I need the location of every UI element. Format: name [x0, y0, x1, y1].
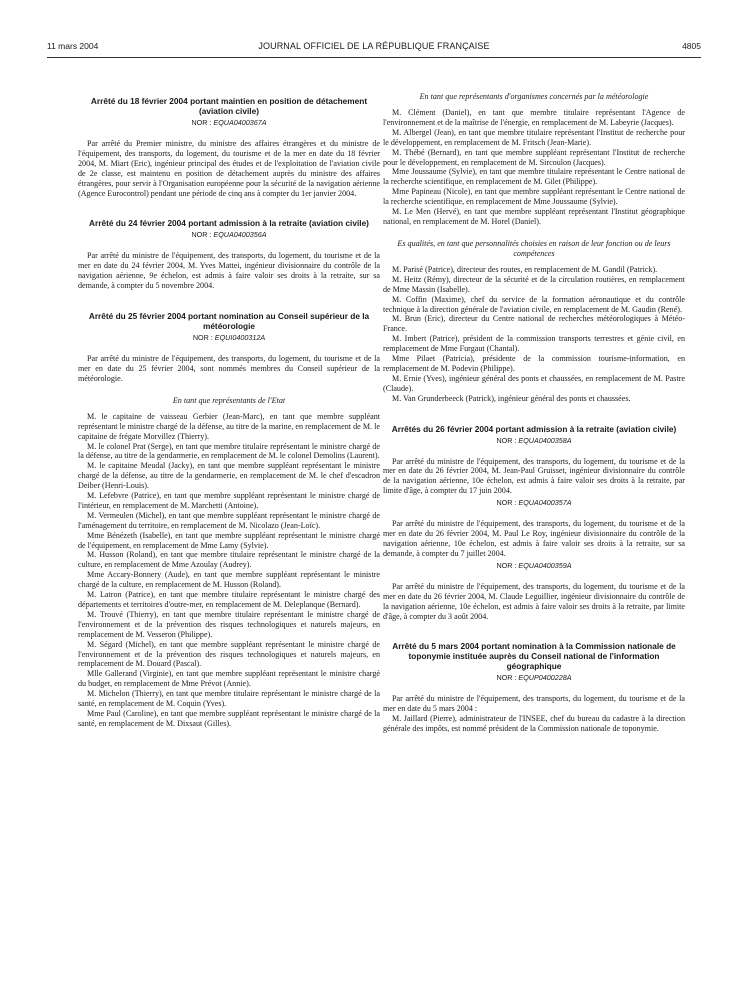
paragraph: Par arrêté du ministre de l'équipement, des transports, du logement, du tourisme et de la mer en date du 24 février 2004, M. Yves Mattei, ingénieur divisionnaire du contrôle de la navigation aérienne, 9e échelon, est admis à faire valoir ses droits à la retraite, sur sa demande, à compter du 5 novembre 2004. — [78, 251, 380, 291]
section-subheading: Es qualités, en tant que personnalités choisies en raison de leur fonction ou de leurs compétences — [397, 238, 671, 258]
page-header — [47, 41, 701, 57]
paragraph: M. Imbert (Patrice), président de la commission transports terrestres et génie civil, en remplacement de Mme Furgaut (Chantal). — [383, 334, 685, 354]
paragraph: M. Albergel (Jean), en tant que membre titulaire représentant l'Institut de recherche pour le développement, en remplacement de M. Fritsch (Jean-Marie). — [383, 127, 685, 147]
paragraph: M. le colonel Prat (Serge), en tant que membre titulaire représentant le ministre chargé de la défense, au titre de la gendarmerie, en remplacement de M. le colonel Demolins (Laurent). — [78, 441, 380, 461]
section-subheading: En tant que représentants d'organismes concernés par la météorologie — [419, 92, 649, 101]
nor-code: EQUI0400312A — [214, 333, 266, 343]
nor-label: NOR : — [496, 560, 519, 570]
paragraph: Par arrêté du Premier ministre, du ministre des affaires étrangères et du ministre de l'équipement, des transports, du logement, du tourisme et de la mer en date du 18 février 2004, M. Miart (Eric), ingénieur principal des études et de l'exploitation de l'aviation civile de 2e classe, est maintenu en position de détachement auprès du ministre des affaires étrangères, pour servir à l'Organisation européenne pour la sécurité de la navigation aérienne (Agence Eurocontrol) pendant une période de cinq ans à compter du 1er janvier 2004. — [78, 139, 380, 198]
paragraph: Mme Accary-Bonnery (Aude), en tant que membre suppléant représentant le ministre chargé de la culture, en remplacement de M. Husson (Roland). — [78, 570, 380, 590]
paragraph: Par arrêté du ministre de l'équipement, des transports, du logement, du tourisme et de la mer en date du 5 mars 2004 : — [383, 694, 685, 714]
nor-code: EQUP0400228A — [518, 673, 572, 683]
paragraph: Mme Joussaume (Sylvie), en tant que membre titulaire représentant le Centre national de la recherche scientifique, en remplacement de M. Gilet (Philippe). — [383, 167, 685, 187]
article-title: Arrêté du 18 février 2004 portant maintien en position de détachement (aviation civile) — [90, 96, 368, 116]
paragraph: Mme Paul (Caroline), en tant que membre suppléant représentant le ministre chargé de la santé, en remplacement de M. Dixsaut (Gilles). — [78, 708, 380, 728]
paragraph: M. Michelon (Thierry), en tant que membre titulaire représentant le ministre chargé de la santé, en remplacement de M. Coquin (Yves). — [78, 689, 380, 709]
article-title: Arrêté du 5 mars 2004 portant nomination à la Commission nationale de toponymie instituée auprès du Conseil national de l'information géographique — [392, 641, 676, 672]
paragraph: M. Trouvé (Thierry), en tant que membre titulaire représentant le ministre chargé de l'environnement et de la prévention des risques technologiques et naturels majeurs, en remplacement de M. Vesseron (Philippe). — [78, 609, 380, 639]
nor-label: NOR : — [496, 498, 519, 508]
nor-code: EQUA0400356A — [213, 230, 267, 240]
nor-reference — [78, 333, 380, 343]
nor-label: NOR : — [191, 230, 214, 240]
paragraph: M. Ernie (Yves), ingénieur général des ponts et chaussées, en remplacement de M. Pastre (Claude). — [383, 373, 685, 393]
section-subheading: En tant que représentants de l'Etat — [172, 395, 286, 405]
paragraph: M. le capitaine de vaisseau Gerbier (Jean-Marc), en tant que membre suppléant représentant le ministre chargé de la défense, au titre de la marine, en remplacement de M. le capitaine de frégate Morvillez (Thierry). — [78, 411, 380, 441]
paragraph: M. Vermeulen (Michel), en tant que membre suppléant représentant le ministre chargé de l'aménagement du territoire, en remplacement de M. Nicolazo (Jean-Loïc). — [78, 510, 380, 530]
paragraph: Par arrêté du ministre de l'équipement, des transports, du logement, du tourisme et de la mer en date du 26 février 2004, M. Paul Le Roy, ingénieur divisionnaire du contrôle de la navigation aérienne, 10e échelon, est admis à faire valoir ses droits à la retraite, sur sa demande, à compter du 7 juillet 2004. — [383, 519, 685, 558]
paragraph: Mme Papineau (Nicole), en tant que membre suppléant représentant le Centre national de la recherche scientifique, en remplacement de Mme Joussaume (Sylvie). — [383, 187, 685, 207]
paragraph: M. Van Grunderbeeck (Patrick), ingénieur général des ponts et chaussées. — [392, 393, 631, 403]
nor-label: NOR : — [496, 435, 519, 445]
nor-label: NOR : — [496, 673, 519, 683]
nor-code: EQUA0400357A — [518, 498, 572, 508]
nor-code: EQUA0400359A — [518, 560, 572, 570]
paragraph: Par arrêté du ministre de l'équipement, des transports, du logement, du tourisme et de la mer en date du 26 février 2004, M. Claude Leguillier, ingénieur divisionnaire du contrôle de la navigation aérienne, 10e échelon, est admis à faire valoir ses droits à la retraite, par limite d'âge, à compter du 3 août 2004. — [383, 581, 685, 621]
article-title: Arrêté du 25 février 2004 portant nomination au Conseil supérieur de la météorologie — [88, 311, 370, 332]
nor-reference — [78, 230, 380, 240]
article-title: Arrêté du 24 février 2004 portant admission à la retraite (aviation civile) — [89, 218, 369, 229]
paragraph: M. Brun (Eric), directeur du Centre national de recherches météorologiques à Météo-France. — [383, 314, 685, 334]
right-column — [383, 68, 685, 734]
paragraph: M. Latron (Patrice), en tant que membre titulaire représentant le ministre chargé des départements et territoires d'outre-mer, en remplacement de M. Deleplanque (Bernard). — [78, 590, 380, 609]
paragraph: M. le capitaine Meudal (Jacky), en tant que membre suppléant représentant le ministre chargé de la défense, au titre de la gendarmerie, en remplacement de M. le chef d'escadron Deiber (Henri-Louis). — [78, 461, 380, 491]
paragraph: M. Thébé (Bernard), en tant que membre suppléant représentant l'Institut de recherche pour le développement, en remplacement de M. Sircoulon (Jacques). — [383, 147, 685, 167]
paragraph: M. Parisé (Patrice), directeur des routes, en remplacement de M. Gandil (Patrick). — [392, 264, 658, 274]
nor-reference — [383, 498, 685, 508]
paragraph: M. Heitz (Rémy), directeur de la sécurité et de la circulation routières, en remplacement de Mme Massin (Isabelle). — [383, 274, 685, 294]
paragraph: M. Husson (Roland), en tant que membre titulaire représentant le ministre chargé de la culture, en remplacement de Mme Azoulay (Audrey). — [78, 550, 380, 570]
nor-reference — [383, 561, 685, 571]
paragraph: M. Clément (Daniel), en tant que membre titulaire représentant l'Agence de l'environnement et de la maîtrise de l'énergie, en remplacement de M. Labeyrie (Jacques). — [383, 108, 685, 127]
paragraph: Par arrêté du ministre de l'équipement, des transports, du logement, du tourisme et de la mer en date du 26 février 2004, M. Jean-Paul Gruisset, ingénieur divisionnaire du contrôle de la navigation aérienne, 10e échelon, est admis à faire valoir ses droits à la retraite, par limite d'âge, à compter du 17 juin 2004. — [383, 456, 685, 496]
article-title: Arrêtés du 26 février 2004 portant admission à la retraite (aviation civile) — [391, 423, 677, 434]
paragraph: M. Coffin (Maxime), chef du service de la formation aéronautique et du contrôle technique à la direction générale de l'aviation civile, en remplacement de M. Gaudin (René). — [383, 294, 685, 314]
paragraph: Mme Bénézeth (Isabelle), en tant que membre suppléant représentant le ministre chargé de l'équipement, en remplacement de Mme Lamy (Sylvie). — [78, 530, 380, 550]
page-number: 4805 — [682, 41, 701, 51]
paragraph: M. Lefebvre (Patrice), en tant que membre suppléant représentant le ministre chargé de l'intérieur, en remplacement de M. Marchetti (Antoine). — [78, 491, 380, 510]
issue-date: 11 mars 2004 — [47, 41, 99, 51]
paragraph: Mlle Gallerand (Virginie), en tant que membre suppléant représentant le ministre chargé du budget, en remplacement de Mme Prévot (Annie). — [78, 669, 380, 689]
left-column — [78, 68, 380, 729]
paragraph: Par arrêté du ministre de l'équipement, des transports, du logement, du tourisme et de la mer en date du 25 février 2004, sont nommés membres du Conseil supérieur de la météorologie. — [78, 354, 380, 383]
journal-title: JOURNAL OFFICIEL DE LA RÉPUBLIQUE FRANÇAISE — [258, 41, 490, 51]
paragraph: Mme Pilaet (Patricia), présidente de la commission tourisme-information, en remplacement de M. Podevin (Philippe). — [383, 354, 685, 373]
paragraph: M. Le Men (Hervé), en tant que membre suppléant représentant l'Institut géographique national, en remplacement de M. Horel (Daniel). — [383, 207, 685, 226]
paragraph: M. Ségard (Michel), en tant que membre suppléant représentant le ministre chargé de l'environnement et de la prévention des risques technologiques et naturels majeurs, en remplacement de M. Douard (Pascal). — [78, 639, 380, 669]
header-rule — [47, 57, 701, 58]
nor-reference — [78, 118, 380, 128]
nor-label: NOR : — [192, 333, 215, 343]
nor-code: EQUA0400358A — [518, 435, 572, 445]
nor-reference — [383, 436, 685, 446]
nor-code: EQUA0400367A — [213, 118, 267, 127]
nor-reference — [383, 673, 685, 683]
nor-label: NOR : — [191, 118, 214, 127]
paragraph: M. Jaillard (Pierre), administrateur de l'INSEE, chef du bureau du cadastre à la direction générale des impôts, est nommé président de la Commission nationale de toponymie. — [383, 714, 685, 734]
